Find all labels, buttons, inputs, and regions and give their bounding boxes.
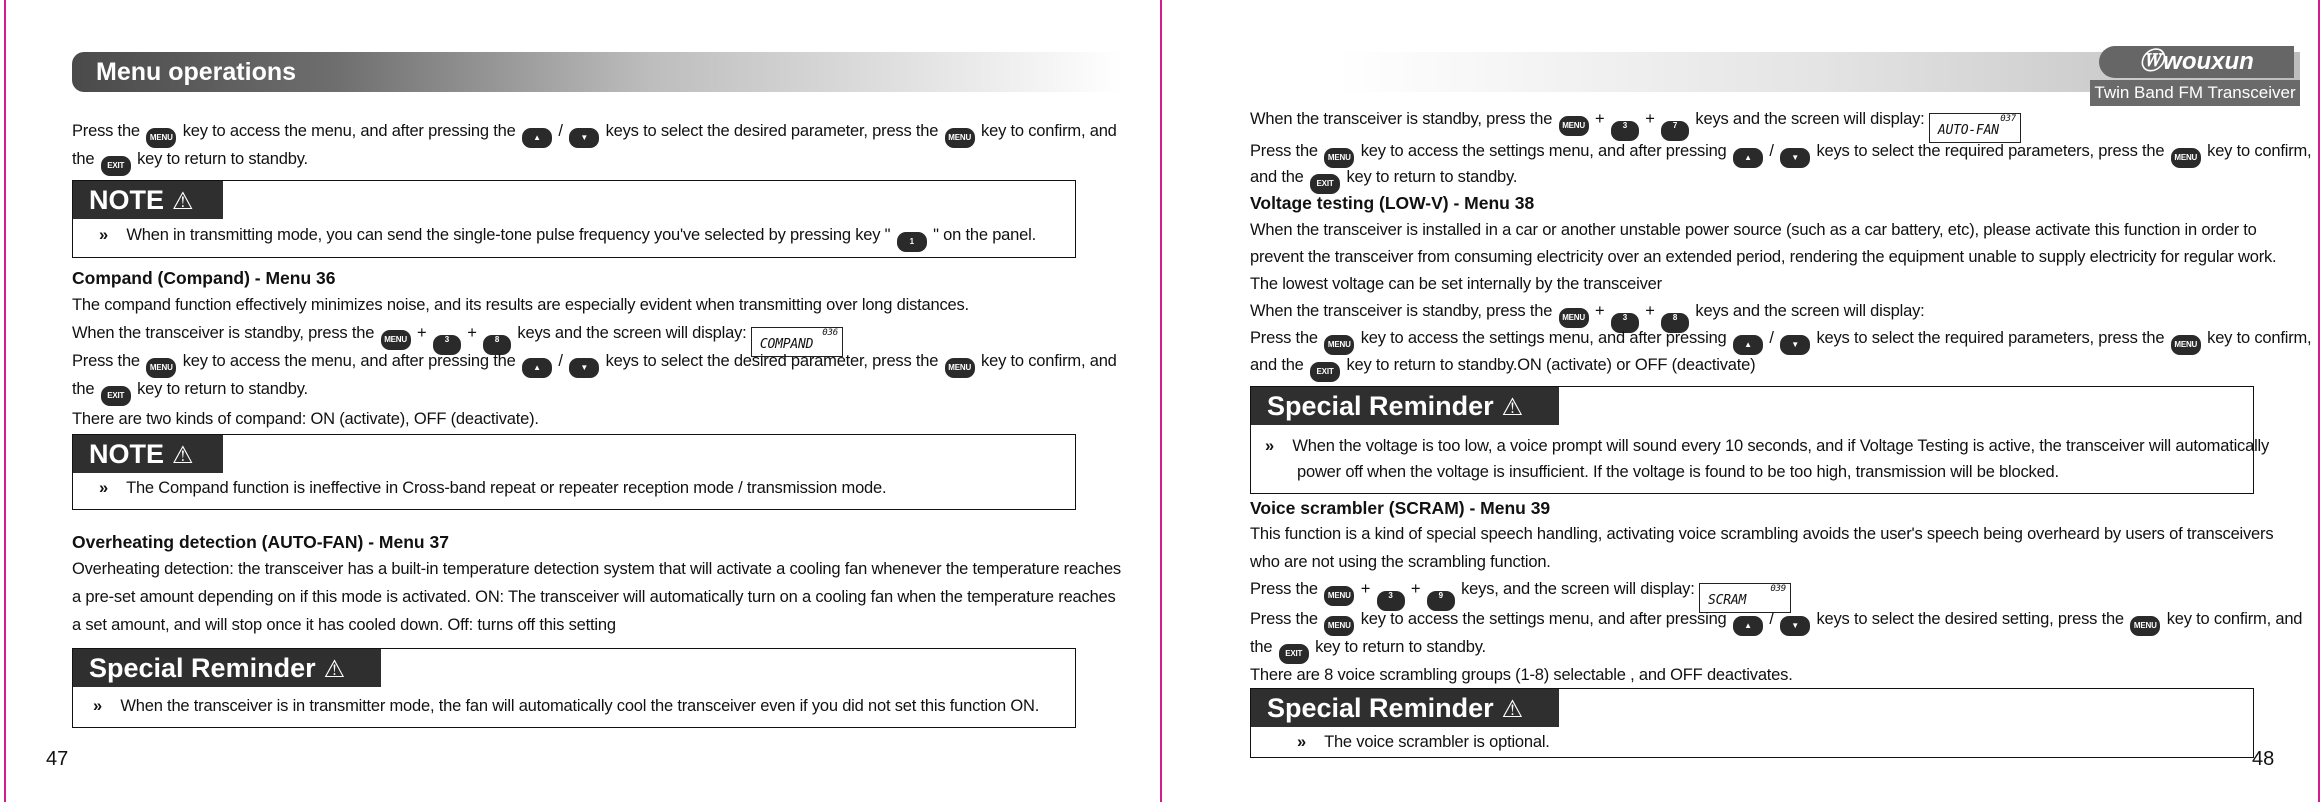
menu-key-icon: MENU <box>2130 616 2160 636</box>
intro-line-2: the EXIT key to return to standby. <box>72 150 308 176</box>
special-reminder-label: Special Reminder ⚠ <box>73 649 381 687</box>
autofan-heading: Overheating detection (AUTO-FAN) - Menu 37 <box>72 532 449 552</box>
key-7-icon: 7 <box>1661 121 1689 141</box>
key-3-icon: 3 <box>1611 121 1639 141</box>
scram-line-2: who are not using the scrambling function. <box>1250 553 1551 571</box>
page-number-right: 48 <box>2252 748 2275 770</box>
brand-logo-icon: Ⓦ <box>2139 48 2164 75</box>
chevron-right-icon: » <box>99 479 108 497</box>
menu-key-icon: MENU <box>1324 335 1354 355</box>
up-key-icon: ▲ <box>1733 148 1763 168</box>
lowv-line-1: When the transceiver is installed in a car or another unstable power source (such as a car battery, etc), please activate this function in order to <box>1250 221 2257 239</box>
autofan-cont-line-1: When the transceiver is standby, press the MENU + 3 + 7 keys and the screen will display: AUTO-FAN 037 <box>1250 110 2021 143</box>
right-page <box>1162 0 2324 802</box>
up-key-icon: ▲ <box>1733 335 1763 355</box>
autofan-cont-line-2: Press the MENU key to access the settings menu, and after pressing ▲ / ▼ keys to select the required parameters, press the MENU key to confirm, <box>1250 142 2311 168</box>
note-2-text: » The Compand function is ineffective in Cross-band repeat or repeater reception mode / transmission mode. <box>99 479 887 497</box>
scram-line-1: This function is a kind of special speech handling, activating voice scrambling avoids the user's speech being overheard by users of transceivers <box>1250 525 2274 543</box>
warning-icon: ⚠ <box>1501 394 1524 421</box>
scram-line-5: the EXIT key to return to standby. <box>1250 638 1486 664</box>
special-reminder-label: Special Reminder ⚠ <box>1251 387 1559 425</box>
lowv-line-4: When the transceiver is standby, press the MENU + 3 + 8 keys and the screen will display: <box>1250 302 1925 333</box>
up-key-icon: ▲ <box>522 358 552 378</box>
call-key-icon: 1 <box>897 232 927 252</box>
lcd-display-autofan: AUTO-FAN 037 <box>1929 113 2021 143</box>
reminder-2-text-1: » When the voltage is too low, a voice prompt will sound every 10 seconds, and if Voltage Testing is active, the transceiver will automatically <box>1265 437 2270 455</box>
compand-heading: Compand (Compand) - Menu 36 <box>72 268 336 288</box>
intro-line-1: Press the MENU key to access the menu, and after pressing the ▲ / ▼ keys to select the desired parameter, press the MENU key to confirm, and <box>72 122 1117 148</box>
menu-key-icon: MENU <box>146 128 176 148</box>
note-box-1 <box>72 180 1076 258</box>
warning-icon: ⚠ <box>172 442 194 469</box>
menu-key-icon: MENU <box>2171 335 2201 355</box>
section-title-bar <box>72 52 1122 92</box>
menu-key-icon: MENU <box>1324 586 1354 606</box>
menu-key-icon: MENU <box>1324 616 1354 636</box>
lowv-line-6: and the EXIT key to return to standby.ON (activate) or OFF (deactivate) <box>1250 356 1755 382</box>
compand-line-3: Press the MENU key to access the menu, and after pressing the ▲ / ▼ keys to select the desired parameter, press the MENU key to confirm, and <box>72 352 1117 378</box>
reminder-1-text: » When the transceiver is in transmitter mode, the fan will automatically cool the transceiver even if you did not set this function ON. <box>93 697 1040 715</box>
down-key-icon: ▼ <box>569 128 599 148</box>
up-key-icon: ▲ <box>1733 616 1763 636</box>
key-9-icon: 9 <box>1427 591 1455 611</box>
note-label: NOTE ⚠ <box>73 435 223 473</box>
key-8-icon: 8 <box>483 335 511 355</box>
down-key-icon: ▼ <box>1780 335 1810 355</box>
special-reminder-box-1 <box>72 648 1076 728</box>
autofan-line-1: Overheating detection: the transceiver has a built-in temperature detection system that will activate a cooling fan whenever the temperature reaches <box>72 560 1121 578</box>
note-1-text: » When in transmitting mode, you can send the single-tone pulse frequency you've selected by pressing key " 1 " on the panel. <box>99 226 1036 252</box>
exit-key-icon: EXIT <box>1310 174 1340 194</box>
key-8-icon: 8 <box>1661 313 1689 333</box>
up-key-icon: ▲ <box>522 128 552 148</box>
brand-subtitle: Twin Band FM Transceiver <box>2090 80 2300 106</box>
brand-logo: Ⓦwouxun <box>2099 46 2294 78</box>
warning-icon: ⚠ <box>1501 696 1524 723</box>
key-3-icon: 3 <box>1611 313 1639 333</box>
special-reminder-label: Special Reminder ⚠ <box>1251 689 1559 727</box>
autofan-line-3: a set amount, and will stop once it has cooled down. Off: turns off this setting <box>72 616 616 634</box>
menu-key-icon: MENU <box>381 330 411 350</box>
compand-line-2: When the transceiver is standby, press the MENU + 3 + 8 keys and the screen will display: COMPAND 036 <box>72 324 843 357</box>
down-key-icon: ▼ <box>1780 616 1810 636</box>
reminder-3-text: » The voice scrambler is optional. <box>1297 733 1550 751</box>
scram-line-4: Press the MENU key to access the settings menu, and after pressing ▲ / ▼ keys to select the desired setting, press the MENU key to confirm, and <box>1250 610 2302 636</box>
lcd-display-scram: SCRAM 039 <box>1699 583 1791 613</box>
note-box-2 <box>72 434 1076 510</box>
exit-key-icon: EXIT <box>101 386 131 406</box>
menu-key-icon: MENU <box>945 128 975 148</box>
menu-key-icon: MENU <box>945 358 975 378</box>
reminder-2-text-2: power off when the voltage is insufficient. If the voltage is found to be too high, transmission will be blocked. <box>1297 463 2059 481</box>
key-3-icon: 3 <box>1377 591 1405 611</box>
lowv-line-3: The lowest voltage can be set internally by the transceiver <box>1250 275 1662 293</box>
menu-key-icon: MENU <box>146 358 176 378</box>
lowv-line-2: prevent the transceiver from consuming electricity over an extended period, rendering the equipment unable to supply electricity for regular work. <box>1250 248 2277 266</box>
compand-line-1: The compand function effectively minimizes noise, and its results are especially evident when transmitting over long distances. <box>72 296 969 314</box>
autofan-cont-line-3: and the EXIT key to return to standby. <box>1250 168 1517 194</box>
special-reminder-box-2 <box>1250 386 2270 494</box>
chevron-right-icon: » <box>1297 733 1306 751</box>
compand-line-4: the EXIT key to return to standby. <box>72 380 308 406</box>
compand-line-5: There are two kinds of compand: ON (activate), OFF (deactivate). <box>72 410 539 428</box>
chevron-right-icon: » <box>99 226 108 244</box>
exit-key-icon: EXIT <box>1279 644 1309 664</box>
scram-line-6: There are 8 voice scrambling groups (1-8) selectable , and OFF deactivates. <box>1250 666 1793 684</box>
left-page <box>0 0 1160 802</box>
exit-key-icon: EXIT <box>101 156 131 176</box>
scram-line-3: Press the MENU + 3 + 9 keys, and the screen will display: SCRAM 039 <box>1250 580 1791 613</box>
down-key-icon: ▼ <box>1780 148 1810 168</box>
autofan-line-2: a pre-set amount depending on if this mode is activated. ON: The transceiver will automatically turn on a cooling fan when the temperature reaches <box>72 588 1116 606</box>
special-reminder-box-3 <box>1250 688 2254 758</box>
menu-key-icon: MENU <box>1559 308 1589 328</box>
note-label: NOTE ⚠ <box>73 181 223 219</box>
chevron-right-icon: » <box>93 697 102 715</box>
menu-key-icon: MENU <box>1559 116 1589 136</box>
lowv-line-5: Press the MENU key to access the settings menu, and after pressing ▲ / ▼ keys to select the required parameters, press the MENU key to confirm, <box>1250 329 2311 355</box>
lowv-heading: Voltage testing (LOW-V) - Menu 38 <box>1250 193 1535 213</box>
menu-key-icon: MENU <box>2171 148 2201 168</box>
chevron-right-icon: » <box>1265 437 1274 455</box>
exit-key-icon: EXIT <box>1310 362 1340 382</box>
key-3-icon: 3 <box>433 335 461 355</box>
scram-heading: Voice scrambler (SCRAM) - Menu 39 <box>1250 498 1551 518</box>
menu-key-icon: MENU <box>1324 148 1354 168</box>
down-key-icon: ▼ <box>569 358 599 378</box>
lcd-display-compand: COMPAND 036 <box>751 327 843 357</box>
page-number-left: 47 <box>46 748 69 770</box>
warning-icon: ⚠ <box>323 656 346 683</box>
section-title: Menu operations <box>96 58 297 86</box>
warning-icon: ⚠ <box>172 188 194 215</box>
